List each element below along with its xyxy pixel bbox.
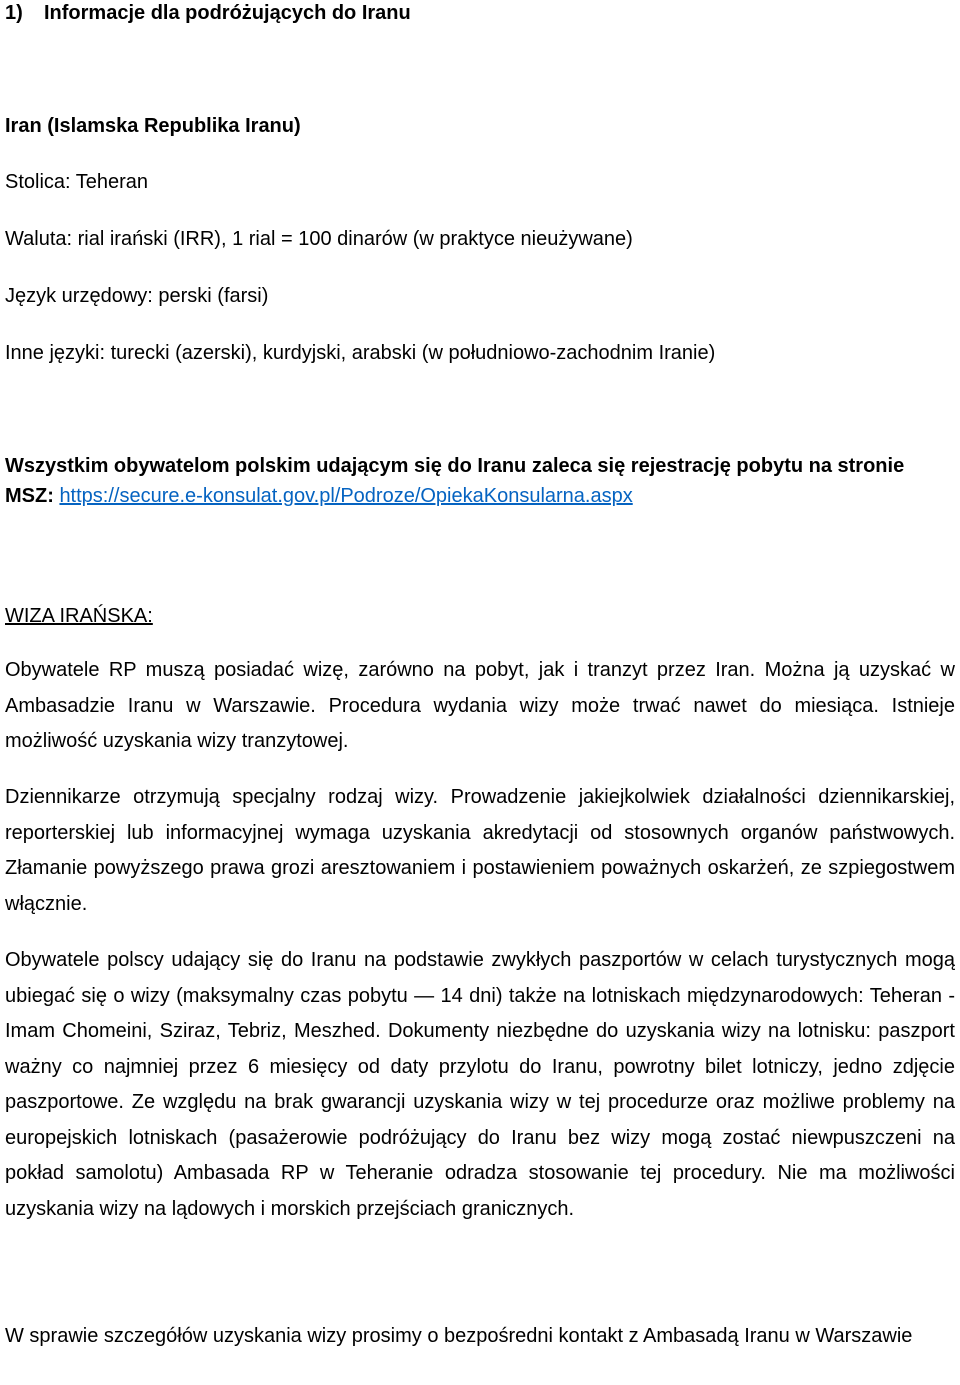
currency-line: Waluta: rial irański (IRR), 1 rial = 100 dinarów (w praktyce nieużywane) <box>5 228 633 250</box>
capital-line: Stolica: Teheran <box>5 171 149 193</box>
section-title: Informacje dla podróżujących do Iranu <box>44 2 411 24</box>
registration-link[interactable]: https://secure.e-konsulat.gov.pl/Podroze/OpiekaKonsularna.aspx <box>59 485 633 507</box>
official-language-line: Język urzędowy: perski (farsi) <box>5 285 269 307</box>
visa-paragraph-1: Obywatele RP muszą posiadać wizę, zarówno na pobyt, jak i tranzyt przez Iran. Można ją uzyskać w Ambasadzie Iranu w Warszawie. Procedura wydania wizy może trwać nawet do miesiąca. Istnieje możliwość uzyskania wizy tranzytowej. <box>5 659 955 752</box>
country-name: Iran (Islamska Republika Iranu) <box>5 115 301 137</box>
other-languages-line: Inne języki: turecki (azerski), kurdyjski, arabski (w południowo-zachodnim Iranie) <box>5 342 716 364</box>
visa-paragraph-3: Obywatele polscy udający się do Iranu na podstawie zwykłych paszportów w celach turystycznych mogą ubiegać się o wizy (maksymalny czas pobytu — 14 dni) także na lotniskach międzynarodowych: Teheran - Imam Chomeini, Sziraz, Tebriz, Meszhed. Dokumenty niezbędne do uzyskania wizy na lotnisku: paszport ważny co najmniej przez 6 miesięcy od daty przylotu do Iranu, powrotny bilet lotniczy, jedno zdjęcie paszportowe. Ze względu na brak gwarancji uzyskania wizy w tej procedurze oraz możliwe problemy na europejskich lotniskach (pasażerowie podróżujący do Iranu bez wizy mogą zostać niewpuszczeni na pokład samolotu) Ambasada RP w Teheranie odradza stosowanie tej procedury. Nie ma możliwości uzyskania wizy na lądowych i morskich przejściach granicznych. <box>5 949 955 1220</box>
section-number: 1) <box>5 2 23 24</box>
registration-notice <box>5 451 955 511</box>
registration-text: Wszystkim obywatelom polskim udającym się do Iranu zaleca się rejestrację pobytu na stronie MSZ: <box>5 455 905 507</box>
visa-paragraph-4: W sprawie szczegółów uzyskania wizy prosimy o bezpośredni kontakt z Ambasadą Iranu w Warszawie <box>5 1325 913 1347</box>
visa-heading: WIZA IRAŃSKA: <box>5 605 153 627</box>
visa-paragraph-2: Dziennikarze otrzymują specjalny rodzaj wizy. Prowadzenie jakiejkolwiek działalności dziennikarskiej, reporterskiej lub informacyjnej wymaga uzyskania akredytacji od stosownych organów państwowych. Złamanie powyższego prawa grozi aresztowaniem i postawieniem poważnych oskarżeń, ze szpiegostwem włącznie. <box>5 786 955 915</box>
